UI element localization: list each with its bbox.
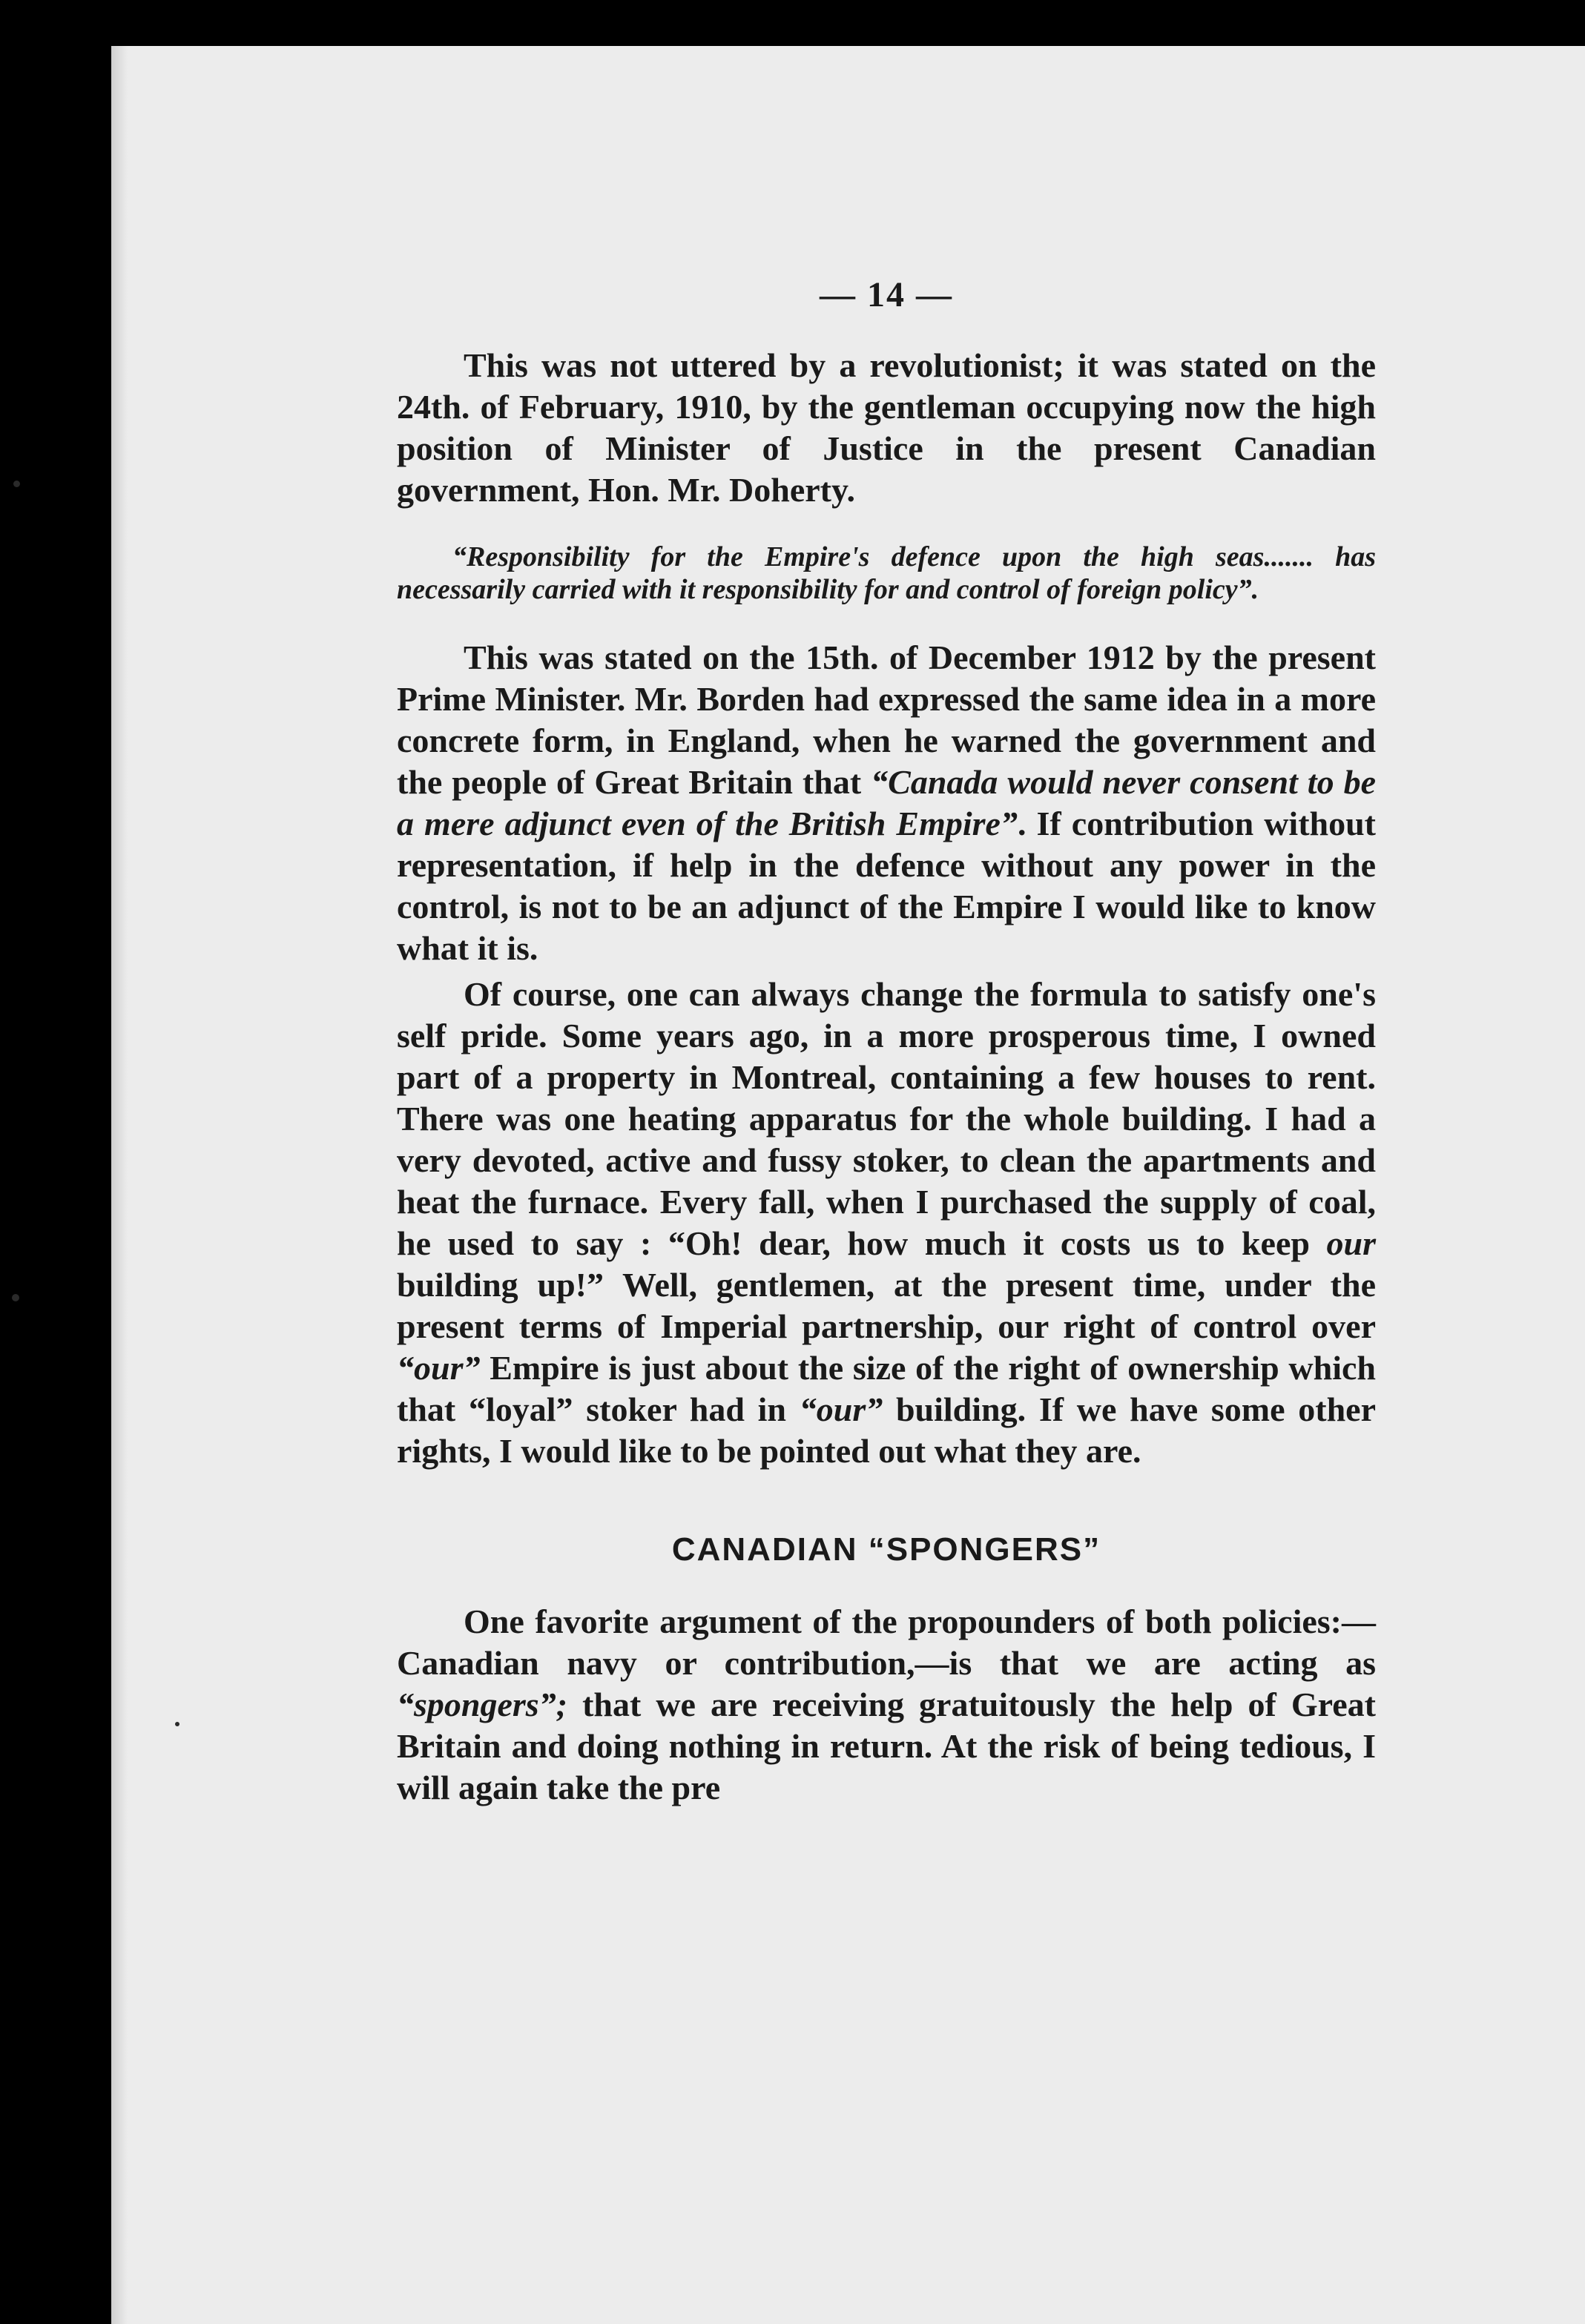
- dust-speck: [175, 1722, 179, 1726]
- text-run: building. If we have some other rights, I would like to be pointed out what they are.: [397, 1390, 1376, 1470]
- text-run: This was not uttered by a revolutionist; it was stated on the 24th. of February, 1910, by the gentleman occupying now the high position of Minister of Justice in the present Canadian government, Hon. Mr. Doherty.: [397, 346, 1376, 509]
- paragraph: [397, 345, 1376, 511]
- text-run: One favorite argument of the propounders of both policies:—Canadian navy or contribution,—is that we are acting as: [397, 1602, 1376, 1682]
- text-run: “Responsibility for the Empire's defence upon the high seas....... has necessarily carried with it responsibility for and control of foreign policy”.: [397, 541, 1376, 605]
- text-run: Empire is just about the size of the right of ownership which that “loyal” stoker had in: [397, 1349, 1376, 1428]
- text-run: that we are receiving gratuitously the help of Great Britain and doing nothing in return. At the risk of being tedious, I will again take the pre: [397, 1686, 1376, 1806]
- paragraph: [397, 1601, 1376, 1809]
- block-quote: [397, 541, 1376, 606]
- text-body: [397, 345, 1376, 1809]
- paragraph: [397, 637, 1376, 969]
- dust-speck: [12, 1294, 19, 1301]
- page-content: [397, 274, 1376, 1809]
- italic-text: “our”: [397, 1349, 481, 1387]
- text-run: building up!” Well, gentlemen, at the present time, under the present terms of Imperial partnership, our right of control over: [397, 1266, 1376, 1345]
- paragraph: [397, 974, 1376, 1472]
- dust-speck: [13, 481, 20, 487]
- italic-text: “spongers”;: [397, 1686, 568, 1723]
- page-edge: [111, 46, 128, 2324]
- section-heading: [397, 1531, 1376, 1568]
- text-run: This was stated on the 15th. of December 1912 by the present Prime Minister. Mr. Borden had expressed the same idea in a more concrete form, in England, when he warned the government and the people of Great Britain that: [397, 638, 1376, 801]
- italic-text: “our”: [799, 1390, 883, 1428]
- page-number: — 14 —: [820, 275, 953, 314]
- text-run: . If contribution without representation, if help in the defence without any power in the control, is not to be an adjunct of the Empire I would like to know what it is.: [397, 805, 1377, 967]
- text-run: Of course, one can always change the formula to satisfy one's self pride. Some years ago, in a more prosperous time, I owned part of a property in Montreal, containing a few houses to rent. There was one heating apparatus for the whole building. I had a very devoted, active and fussy stoker, to clean the apartments and heat the furnace. Every fall, when I purchased the supply of coal, he used to say : “Oh! dear, how much it costs us to keep: [397, 975, 1376, 1262]
- italic-text: “Canada would never consent to be a mere adjunct even of the British Empire”: [397, 763, 1376, 842]
- italic-text: our: [1326, 1224, 1376, 1262]
- text-run: CANADIAN “SPONGERS”: [671, 1531, 1101, 1568]
